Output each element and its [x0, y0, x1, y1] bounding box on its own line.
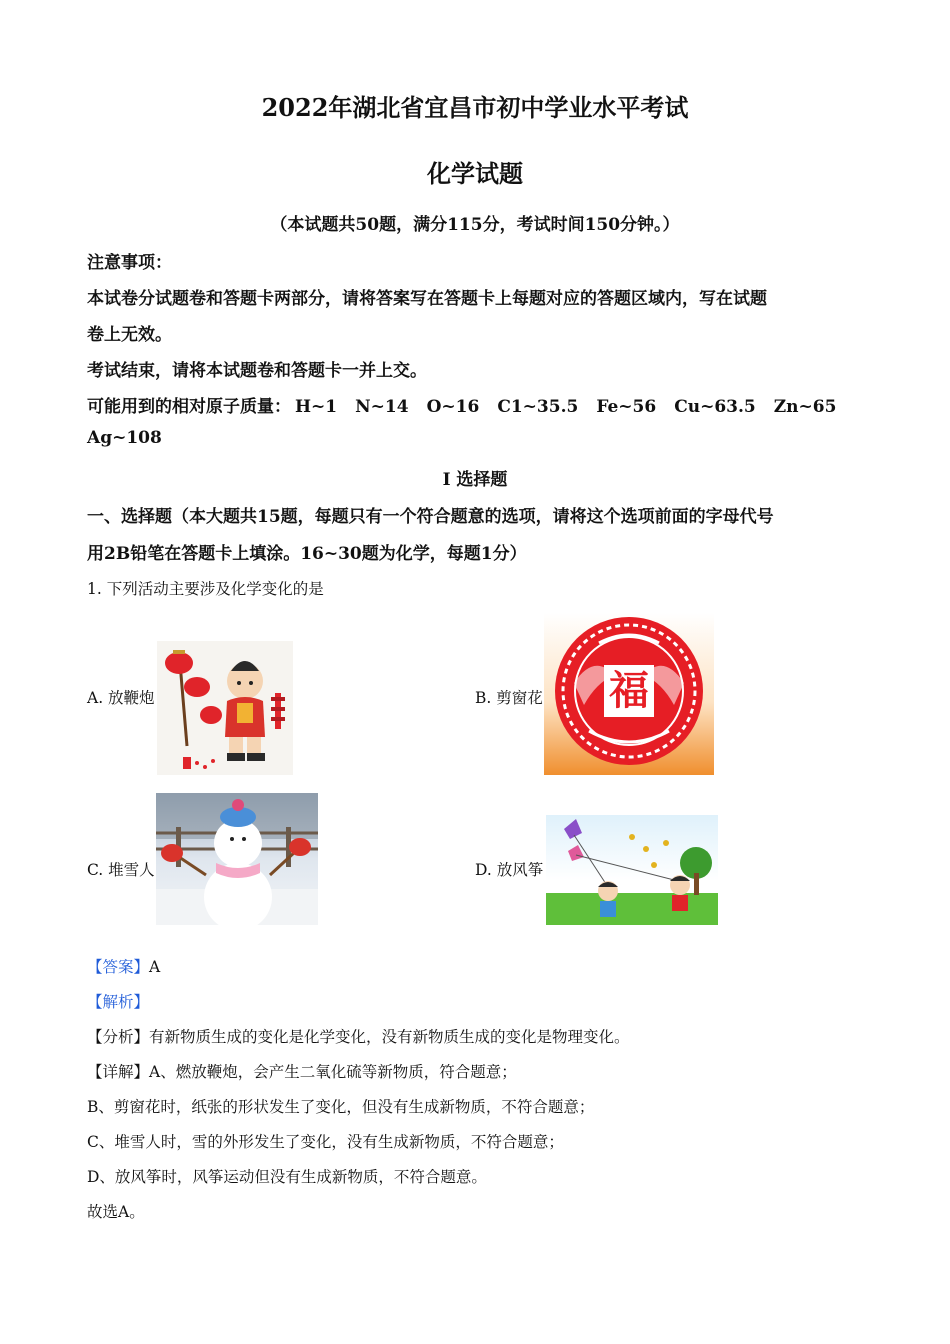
- answer-value: A: [149, 958, 161, 976]
- atomic-mass-ag: Ag~108: [87, 428, 162, 448]
- fenxi-line: [87, 1025, 630, 1047]
- explanation-b: B、剪窗花时，纸张的形状发生了变化，但没有生成新物质，不符合题意；: [87, 1098, 595, 1116]
- kite-illustration: [546, 815, 718, 925]
- fu-character: 福: [609, 667, 649, 714]
- option-c-label: C. 堆雪人: [87, 861, 155, 879]
- section-title: I 选择题: [442, 470, 508, 490]
- answer-tag: 【答案】: [87, 958, 150, 976]
- xiangjie-tag: 【详解】: [87, 1063, 150, 1081]
- atomic-mass-line: [87, 392, 854, 417]
- question-stem: 1. 下列活动主要涉及化学变化的是: [87, 580, 324, 598]
- snowman-image: [156, 793, 318, 925]
- answer-line: [87, 955, 160, 977]
- fenxi-text: 有新物质生成的变化是化学变化，没有新物质生成的变化是物理变化。: [149, 1028, 630, 1046]
- exam-info: （本试题共50题，满分115分，考试时间150分钟。）: [270, 215, 680, 235]
- atomic-mass-n: N~14: [355, 397, 409, 417]
- conclusion: 故选A。: [87, 1203, 145, 1221]
- xiangjie-text: A、燃放鞭炮，会产生二氧化硫等新物质，符合题意；: [149, 1063, 517, 1081]
- snowman-illustration: [156, 793, 318, 925]
- part-instruction-1: 一、选择题（本大题共15题，每题只有一个符合题意的选项，请将这个选项前面的字母代号: [87, 507, 774, 527]
- option-b-label: B. 剪窗花: [475, 689, 543, 707]
- fenxi-tag: 【分析】: [87, 1028, 150, 1046]
- atomic-mass-zn: Zn~65: [773, 397, 837, 417]
- notes-line-2: 卷上无效。: [87, 325, 172, 345]
- atomic-mass-label: 可能用到的相对原子质量：: [87, 397, 291, 417]
- notes-line-1: 本试卷分试题卷和答题卡两部分，请将答案写在答题卡上每题对应的答题区域内，写在试题: [87, 289, 767, 309]
- option-a-label: A. 放鞭炮: [87, 689, 155, 707]
- atomic-mass-o: O~16: [426, 397, 480, 417]
- kite-flying-image: [546, 815, 718, 925]
- option-d-label: D. 放风筝: [475, 861, 544, 879]
- paper-cut-image: [544, 613, 714, 775]
- atomic-mass-fe: Fe~56: [596, 397, 657, 417]
- atomic-mass-cu: Cu~63.5: [674, 397, 756, 417]
- notes-line-3: 考试结束，请将本试题卷和答题卡一并上交。: [87, 361, 427, 381]
- notes-heading: 注意事项：: [87, 253, 172, 273]
- firecracker-illustration: [157, 641, 293, 775]
- atomic-mass-cl: C1~35.5: [497, 397, 579, 417]
- exam-title: 2022年湖北省宜昌市初中学业水平考试: [261, 93, 689, 122]
- atomic-mass-h: H~1: [295, 397, 338, 417]
- part-instruction-2: 用2B铅笔在答题卡上填涂。16~30题为化学，每题1分）: [87, 544, 527, 564]
- explanation-c: C、堆雪人时，雪的外形发生了变化，没有生成新物质，不符合题意；: [87, 1133, 564, 1151]
- exam-subtitle: 化学试题: [427, 159, 523, 188]
- xiangjie-line: [87, 1060, 517, 1082]
- firecracker-boy-image: [157, 641, 293, 775]
- analysis-tag: 【解析】: [87, 993, 150, 1011]
- explanation-d: D、放风筝时，风筝运动但没有生成新物质，不符合题意。: [87, 1168, 487, 1186]
